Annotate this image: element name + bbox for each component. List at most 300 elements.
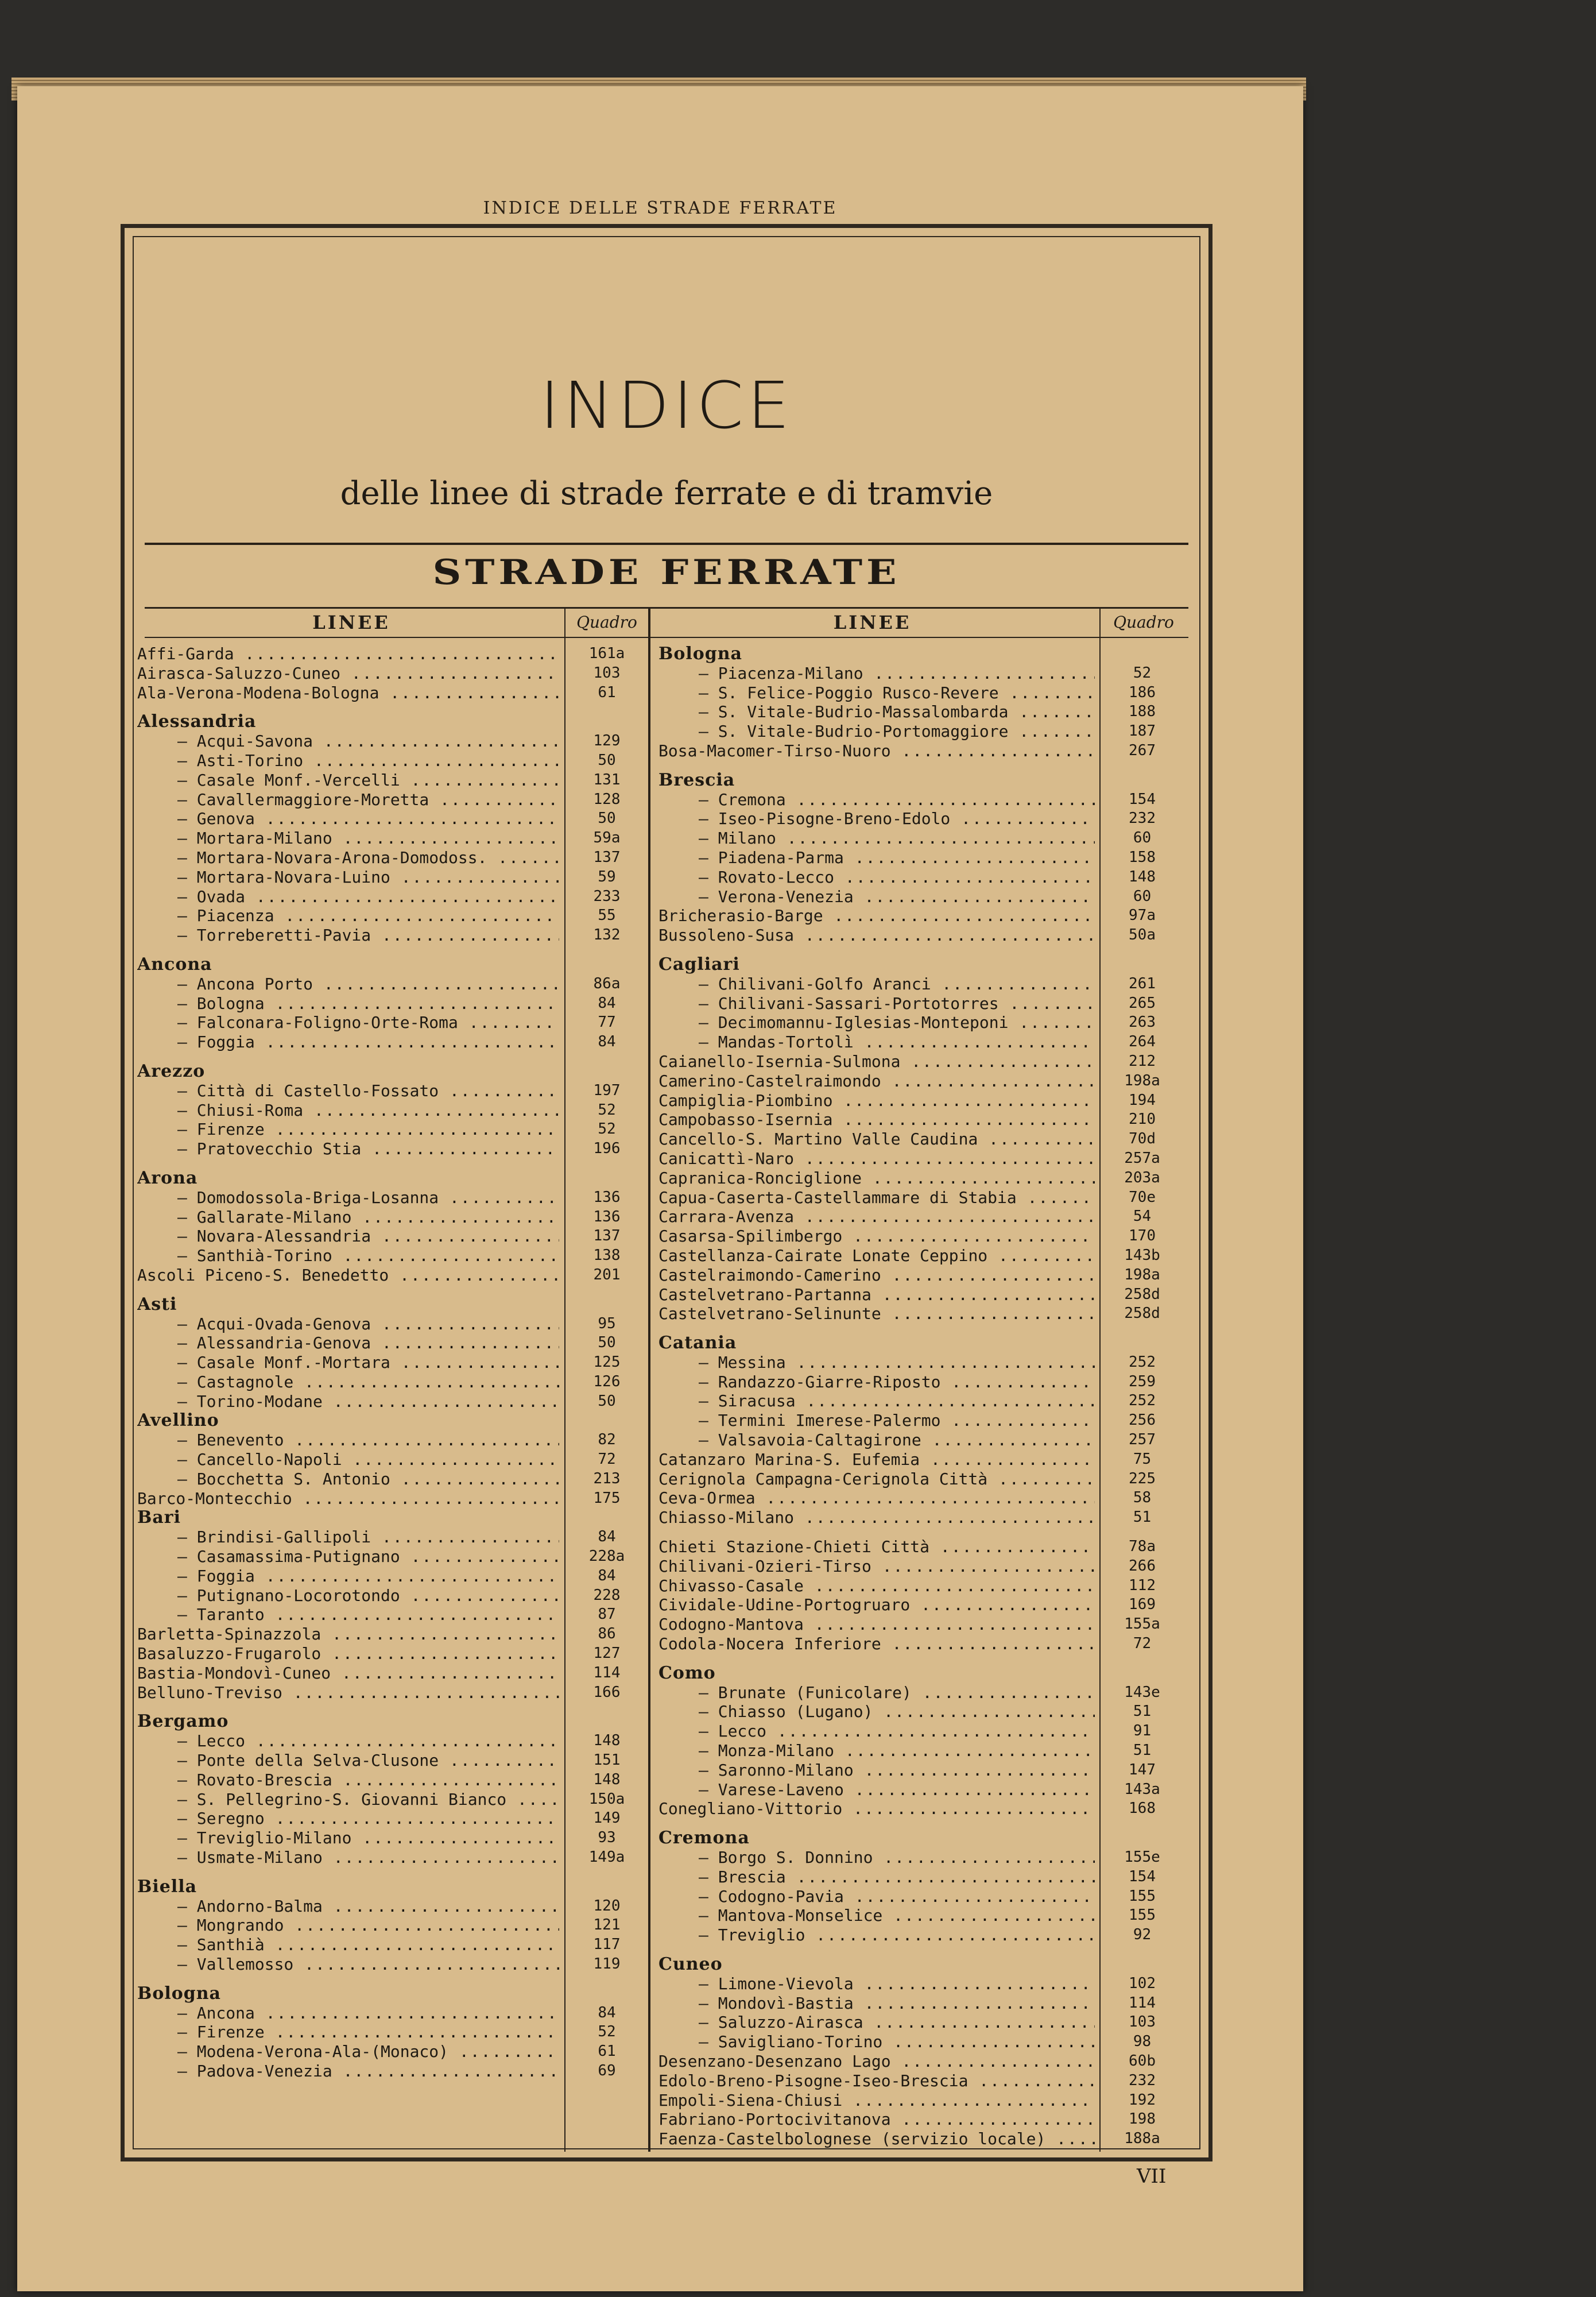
row-spacer — [658, 1945, 1187, 1955]
index-entry-quadro: 213 — [593, 1470, 621, 1487]
index-entry-line: — Bocchetta S. Antonio ..... — [177, 1470, 559, 1489]
index-entry-quadro: 84 — [598, 2004, 616, 2021]
index-group-cagliari — [658, 955, 1187, 975]
index-entry-line: Castelvetrano-Selinunte ..... — [658, 1304, 1095, 1324]
index-entry-line: — Piacenza ..... — [177, 906, 559, 926]
index-entry-ceva-ormea — [658, 1488, 1187, 1508]
index-entry-quadro: 154 — [1129, 790, 1156, 808]
index-group-bergamo — [137, 1712, 648, 1731]
index-group-heading: Alessandria — [137, 712, 257, 732]
index-entry-chieti-stazione-chieti-citta — [658, 1537, 1187, 1557]
index-entry-quadro: 54 — [1133, 1208, 1152, 1225]
index-entry-quadro: 60b — [1129, 2052, 1156, 2070]
index-entry-quadro: 232 — [1129, 2071, 1156, 2089]
index-entry-quadro: 114 — [1129, 1994, 1156, 2012]
index-entry-quadro: 50 — [598, 751, 616, 769]
row-spacer — [658, 945, 1187, 955]
index-entry-monza-milano — [658, 1741, 1187, 1761]
right-header-linee: LINEE — [833, 612, 912, 633]
index-entry-line: — Chilivani-Golfo Aranci ..... — [699, 975, 1095, 994]
index-group-cuneo — [658, 1955, 1187, 1974]
index-entry-quadro: 51 — [1133, 1742, 1152, 1760]
index-entry-putignano-locorotondo — [137, 1586, 648, 1606]
index-entry-line: — Iseo-Pisogne-Breno-Edolo ..... — [699, 809, 1095, 829]
title-rule — [145, 543, 1188, 545]
index-entry-quadro: 169 — [1129, 1596, 1156, 1614]
index-entry-quadro: 84 — [598, 1033, 616, 1051]
index-entry-line: — Genova ..... — [177, 809, 559, 829]
index-entry-line: — Limone-Vievola ..... — [699, 1974, 1095, 1994]
index-entry-quadro: 148 — [1129, 868, 1156, 885]
index-entry-quadro: 77 — [598, 1014, 616, 1031]
index-entry-quadro: 51 — [1133, 1509, 1152, 1526]
index-entry-quadro: 155 — [1129, 1907, 1156, 1924]
index-entry-quadro: 61 — [598, 683, 616, 701]
index-entry-brunate-funicolare — [658, 1683, 1187, 1703]
index-entry-line: Capranica-Ronciglione ..... — [658, 1169, 1095, 1188]
index-entry-messina — [658, 1353, 1187, 1372]
index-entry-cavallermaggiore-moretta — [137, 790, 648, 810]
index-entry-quadro: 168 — [1129, 1800, 1156, 1818]
index-entry-quadro: 59a — [593, 829, 621, 847]
index-entry-quadro: 95 — [598, 1314, 616, 1332]
index-entry-line: — Codogno-Pavia ..... — [699, 1887, 1095, 1907]
row-spacer — [137, 1052, 648, 1062]
index-entry-quadro: 51 — [1133, 1703, 1152, 1720]
index-entry-quadro: 187 — [1129, 722, 1156, 740]
index-entry-carrara-avenza — [658, 1207, 1187, 1227]
index-entry-benevento — [137, 1430, 648, 1450]
index-entry-capranica-ronciglione — [658, 1169, 1187, 1188]
index-entry-campiglia-piombino — [658, 1091, 1187, 1111]
index-entry-genova — [137, 809, 648, 829]
index-entry-line: Caianello-Isernia-Sulmona ..... — [658, 1052, 1095, 1072]
row-spacer — [137, 1159, 648, 1169]
index-entry-line: — Lecco ..... — [177, 1731, 559, 1751]
index-entry-quadro: 97a — [1129, 907, 1156, 925]
index-entry-line: Edolo-Breno-Pisogne-Iseo-Brescia ..... — [658, 2071, 1095, 2091]
index-entry-decimomannu-iglesias-monteponi — [658, 1013, 1187, 1033]
index-entry-quadro: 72 — [598, 1451, 616, 1468]
index-entry-s-vitale-budrio-portomaggiore — [658, 722, 1187, 741]
index-entry-asti-torino — [137, 751, 648, 771]
index-entry-cancello-napoli — [137, 1450, 648, 1470]
index-entry-alessandria-genova — [137, 1333, 648, 1353]
index-entry-quadro: 50 — [598, 1392, 616, 1410]
index-entry-belluno-treviso — [137, 1683, 648, 1703]
row-spacer — [137, 702, 648, 712]
index-entry-quadro: 258d — [1124, 1285, 1160, 1303]
index-entry-quadro: 155e — [1124, 1849, 1160, 1866]
index-entry-savigliano-torino — [658, 2032, 1187, 2052]
index-entry-mantova-monselice — [658, 1906, 1187, 1925]
index-entry-quadro: 86a — [593, 975, 621, 992]
index-entry-quadro: 114 — [593, 1664, 621, 1681]
index-entry-quadro: 50a — [1129, 926, 1156, 944]
index-entry-faenza-castelbolognese-servizio-locale — [658, 2129, 1187, 2149]
index-group-arona — [137, 1169, 648, 1188]
index-group-asti — [137, 1295, 648, 1314]
index-entry-line: — Novara-Alessandria ..... — [177, 1227, 559, 1246]
index-entry-line: — Asti-Torino ..... — [177, 751, 559, 771]
index-entry-quadro: 125 — [593, 1354, 621, 1371]
index-entry-line: Chiasso-Milano ..... — [658, 1508, 1095, 1528]
index-entry-castelvetrano-selinunte — [658, 1304, 1187, 1324]
index-entry-quadro: 252 — [1129, 1392, 1156, 1410]
index-entry-termini-imerese-palermo — [658, 1411, 1187, 1430]
index-entry-quadro: 198a — [1124, 1266, 1160, 1283]
index-entry-line: — Randazzo-Giarre-Riposto ..... — [699, 1372, 1095, 1392]
index-group-alessandria — [137, 712, 648, 732]
index-entry-line: Campobasso-Isernia ..... — [658, 1110, 1095, 1130]
index-group-heading: Arona — [137, 1168, 198, 1188]
index-entry-quadro: 261 — [1129, 975, 1156, 992]
index-entry-line: — S. Vitale-Budrio-Portomaggiore ..... — [699, 722, 1095, 741]
index-entry-ancona — [137, 2004, 648, 2023]
left-header-quadro: Quadro — [576, 613, 637, 632]
index-entry-line: — Santhià ..... — [177, 1935, 559, 1955]
index-entry-quadro: 78a — [1129, 1538, 1156, 1556]
index-entry-quadro: 161a — [588, 645, 625, 662]
index-entry-line: — Lecco ..... — [699, 1722, 1095, 1741]
index-group-bari — [137, 1508, 648, 1528]
index-group-biella — [137, 1877, 648, 1897]
index-entry-quadro: 120 — [593, 1897, 621, 1915]
index-entry-line: Bricherasio-Barge ..... — [658, 906, 1095, 926]
index-entry-line: — Termini Imerese-Palermo ..... — [699, 1411, 1095, 1430]
index-group-heading: Cremona — [658, 1828, 750, 1849]
index-entry-line: — Taranto ..... — [177, 1605, 559, 1625]
index-entry-line: Affi-Garda ..... — [137, 644, 559, 664]
index-entry-castelraimondo-camerino — [658, 1266, 1187, 1285]
index-entry-line: Belluno-Treviso ..... — [137, 1683, 559, 1703]
index-entry-quadro: 52 — [1133, 664, 1152, 682]
index-entry-catanzaro-marina-s-eufemia — [658, 1450, 1187, 1470]
index-entry-line: Codola-Nocera Inferiore ..... — [658, 1634, 1095, 1654]
index-entry-usmate-milano — [137, 1848, 648, 1867]
index-entry-line: — Mortara-Novara-Arona-Domodoss. ..... — [177, 848, 559, 868]
index-entry-quadro: 210 — [1129, 1111, 1156, 1128]
index-entry-quadro: 158 — [1129, 848, 1156, 866]
index-entry-saronno-milano — [658, 1761, 1187, 1780]
index-entry-quadro: 212 — [1129, 1052, 1156, 1070]
index-entry-line: — Foggia ..... — [177, 1567, 559, 1586]
index-entry-basaluzzo-frugarolo — [137, 1644, 648, 1664]
index-entry-rovato-brescia — [137, 1770, 648, 1790]
index-entry-quadro: 103 — [1129, 2013, 1156, 2031]
index-entry-quadro: 103 — [593, 664, 621, 682]
index-entry-gallarate-milano — [137, 1208, 648, 1227]
index-group-heading: Brescia — [658, 770, 735, 790]
index-entry-s-felice-poggio-rusco-revere — [658, 683, 1187, 703]
index-entry-quadro: 148 — [593, 1732, 621, 1750]
index-entry-quadro: 60 — [1133, 829, 1152, 847]
index-entry-bastia-mondovi-cuneo — [137, 1664, 648, 1683]
page-number: VII — [1137, 2165, 1167, 2188]
index-entry-line: Bosa-Macomer-Tirso-Nuoro ..... — [658, 741, 1095, 761]
index-entry-line: — Andorno-Balma ..... — [177, 1897, 559, 1916]
index-entry-castelvetrano-partanna — [658, 1285, 1187, 1305]
index-entry-s-pellegrino-s-giovanni-bianco — [137, 1790, 648, 1809]
index-entry-codola-nocera-inferiore — [658, 1634, 1187, 1654]
index-entry-quadro: 197 — [593, 1081, 621, 1099]
index-entry-firenze — [137, 1120, 648, 1139]
index-entry-quadro: 126 — [593, 1372, 621, 1390]
index-entry-bocchetta-s-antonio — [137, 1470, 648, 1489]
index-entry-chiasso-milano — [658, 1508, 1187, 1528]
index-entry-edolo-breno-pisogne-iseo-brescia — [658, 2071, 1187, 2091]
index-entry-quadro: 59 — [598, 868, 616, 885]
page-title: INDICE — [540, 368, 793, 443]
index-entry-line: — Falconara-Foligno-Orte-Roma ..... — [177, 1013, 559, 1033]
index-entry-line: — Mandas-Tortolì ..... — [699, 1033, 1095, 1052]
index-entry-line: — Brunate (Funicolare) ..... — [699, 1683, 1095, 1703]
index-entry-line: Casarsa-Spilimbergo ..... — [658, 1227, 1095, 1246]
index-group-arezzo — [137, 1062, 648, 1081]
index-group-heading: Avellino — [137, 1411, 219, 1431]
index-entry-quadro: 93 — [598, 1829, 616, 1847]
index-entry-s-vitale-budrio-massalombarda — [658, 702, 1187, 722]
index-entry-padova-venezia — [137, 2062, 648, 2081]
running-head: INDICE DELLE STRADE FERRATE — [483, 198, 838, 218]
index-entry-mortara-novara-arona-domodoss — [137, 848, 648, 868]
index-entry-line: — Alessandria-Genova ..... — [177, 1333, 559, 1353]
index-entry-santhia-torino — [137, 1246, 648, 1266]
index-entry-quadro: 136 — [593, 1208, 621, 1225]
index-entry-casale-monf-vercelli — [137, 771, 648, 790]
index-entry-line: — Milano ..... — [699, 829, 1095, 848]
index-entry-line: Chivasso-Casale ..... — [658, 1576, 1095, 1596]
index-entry-quadro: 92 — [1133, 1926, 1152, 1944]
index-entry-quadro: 166 — [593, 1683, 621, 1701]
index-entry-foggia — [137, 1567, 648, 1586]
index-entry-line: — S. Vitale-Budrio-Massalombarda ..... — [699, 702, 1095, 722]
index-entry-quadro: 136 — [593, 1188, 621, 1206]
index-entry-line: — Decimomannu-Iglesias-Monteponi ..... — [699, 1013, 1095, 1033]
index-entry-quadro: 61 — [598, 2043, 616, 2060]
index-entry-line: Ascoli Piceno-S. Benedetto ..... — [137, 1266, 559, 1285]
index-entry-line: Ala-Verona-Modena-Bologna ..... — [137, 683, 559, 703]
index-entry-quadro: 228 — [593, 1586, 621, 1604]
index-group-brescia — [658, 771, 1187, 790]
row-spacer — [658, 1654, 1187, 1664]
index-entry-acqui-savona — [137, 732, 648, 751]
index-entry-line: — Torreberetti-Pavia ..... — [177, 926, 559, 945]
index-entry-quadro: 154 — [1129, 1867, 1156, 1885]
index-entry-falconara-foligno-orte-roma — [137, 1013, 648, 1033]
index-entry-piacenza — [137, 906, 648, 926]
index-entry-line: — Benevento ..... — [177, 1430, 559, 1450]
index-entry-cividale-udine-portogruaro — [658, 1595, 1187, 1615]
index-entry-quadro: 188a — [1124, 2130, 1160, 2148]
index-entry-line: — Firenze ..... — [177, 2023, 559, 2042]
index-entry-line: — Usmate-Milano ..... — [177, 1848, 559, 1867]
index-entry-santhia — [137, 1935, 648, 1955]
index-entry-line: — Rovato-Lecco ..... — [699, 868, 1095, 887]
index-entry-quadro: 82 — [598, 1431, 616, 1449]
index-entry-treviglio-milano — [137, 1828, 648, 1848]
row-spacer — [137, 1867, 648, 1877]
right-header-quadro: Quadro — [1113, 613, 1174, 632]
index-entry-line: — Acqui-Ovada-Genova ..... — [177, 1314, 559, 1334]
index-entry-mondovi-bastia — [658, 1994, 1187, 2013]
index-entry-piadena-parma — [658, 848, 1187, 868]
index-entry-line: — Cavallermaggiore-Moretta ..... — [177, 790, 559, 810]
index-entry-ala-verona-modena-bologna — [137, 683, 648, 703]
left-header-linee: LINEE — [312, 612, 390, 633]
index-entry-seregno — [137, 1809, 648, 1828]
index-entry-quadro: 129 — [593, 732, 621, 750]
index-entry-line: Catanzaro Marina-S. Eufemia ..... — [658, 1450, 1095, 1470]
index-entry-bologna — [137, 994, 648, 1014]
index-entry-camerino-castelraimondo — [658, 1072, 1187, 1091]
index-entry-novara-alessandria — [137, 1227, 648, 1246]
index-entry-quadro: 228a — [588, 1548, 625, 1565]
index-entry-quadro: 263 — [1129, 1014, 1156, 1031]
index-entry-line: Conegliano-Vittorio ..... — [658, 1799, 1095, 1819]
index-entry-line: Barletta-Spinazzola ..... — [137, 1625, 559, 1644]
index-entry-line: Desenzano-Desenzano Lago ..... — [658, 2052, 1095, 2071]
index-entry-cancello-s-martino-valle-caudina — [658, 1130, 1187, 1149]
index-entry-foggia — [137, 1033, 648, 1052]
index-entry-line: Carrara-Avenza ..... — [658, 1207, 1095, 1227]
index-group-heading: Biella — [137, 1877, 197, 1897]
section-title: STRADE FERRATE — [432, 552, 901, 593]
index-entry-quadro: 198 — [1129, 2110, 1156, 2128]
index-entry-firenze — [137, 2023, 648, 2042]
index-entry-line: — Piadena-Parma ..... — [699, 848, 1095, 868]
index-entry-quadro: 137 — [593, 1227, 621, 1245]
index-entry-line: — Saluzzo-Airasca ..... — [699, 2013, 1095, 2032]
index-entry-torreberetti-pavia — [137, 926, 648, 945]
index-entry-domodossola-briga-losanna — [137, 1188, 648, 1208]
index-entry-line: — Mondovì-Bastia ..... — [699, 1994, 1095, 2013]
index-entry-quadro: 132 — [593, 926, 621, 944]
index-entry-line: — Foggia ..... — [177, 1033, 559, 1052]
index-entry-line: Cerignola Campagna-Cerignola Città ..... — [658, 1470, 1095, 1489]
index-entry-quadro: 233 — [593, 887, 621, 905]
index-entry-quadro: 137 — [593, 848, 621, 866]
index-entry-line: — Padova-Venezia ..... — [177, 2062, 559, 2081]
index-entry-quadro: 252 — [1129, 1353, 1156, 1371]
index-entry-saluzzo-airasca — [658, 2013, 1187, 2032]
index-entry-chiasso-lugano — [658, 1702, 1187, 1722]
index-entry-castagnole — [137, 1372, 648, 1392]
index-entry-affi-garda — [137, 644, 648, 664]
index-entry-brescia — [658, 1867, 1187, 1887]
index-entry-quadro: 188 — [1129, 703, 1156, 721]
index-entry-quadro: 84 — [598, 1567, 616, 1584]
index-entry-ovada — [137, 887, 648, 907]
index-entry-line: — Chilivani-Sassari-Portotorres ..... — [699, 994, 1095, 1014]
index-entry-fabriano-portocivitanova — [658, 2110, 1187, 2129]
row-spacer — [658, 1528, 1187, 1537]
index-entry-line: Chilivani-Ozieri-Tirso ..... — [658, 1557, 1095, 1576]
index-entry-siracusa — [658, 1391, 1187, 1411]
index-entry-lecco — [658, 1722, 1187, 1741]
index-entry-line: — Borgo S. Donnino ..... — [699, 1848, 1095, 1867]
index-group-cremona — [658, 1828, 1187, 1848]
index-entry-casale-monf-mortara — [137, 1353, 648, 1372]
index-entry-line: — Varese-Laveno ..... — [699, 1780, 1095, 1800]
index-entry-vallemosso — [137, 1955, 648, 1974]
index-entry-quadro: 147 — [1129, 1761, 1156, 1778]
index-entry-quadro: 266 — [1129, 1557, 1156, 1575]
row-spacer — [658, 1819, 1187, 1828]
index-entry-mandas-tortoli — [658, 1033, 1187, 1052]
index-entry-ascoli-piceno-s-benedetto — [137, 1266, 648, 1285]
index-entry-line: — Putignano-Locorotondo ..... — [177, 1586, 559, 1606]
index-entry-line: Capua-Caserta-Castellammare di Stabia ..... — [658, 1188, 1095, 1208]
index-entry-mortara-milano — [137, 829, 648, 848]
index-group-avellino — [137, 1411, 648, 1430]
index-entry-quadro: 265 — [1129, 994, 1156, 1012]
index-entry-line: — Messina ..... — [699, 1353, 1095, 1372]
index-entry-quadro: 50 — [598, 1334, 616, 1352]
index-entry-quadro: 201 — [593, 1266, 621, 1283]
index-entry-quadro: 259 — [1129, 1372, 1156, 1390]
index-entry-pratovecchio-stia — [137, 1139, 648, 1159]
index-entry-mongrando — [137, 1916, 648, 1935]
index-entry-quadro: 194 — [1129, 1091, 1156, 1109]
index-entry-quadro: 86 — [598, 1625, 616, 1643]
index-entry-line: Basaluzzo-Frugarolo ..... — [137, 1644, 559, 1664]
index-entry-line: — Mortara-Milano ..... — [177, 829, 559, 848]
index-entry-capua-caserta-castellammare-di-stabia — [658, 1188, 1187, 1208]
index-entry-line: Castelvetrano-Partanna ..... — [658, 1285, 1095, 1305]
index-entry-quadro: 148 — [593, 1770, 621, 1788]
index-entry-line: — Castagnole ..... — [177, 1372, 559, 1392]
index-entry-chilivani-ozieri-tirso — [658, 1557, 1187, 1576]
index-entry-quadro: 155 — [1129, 1887, 1156, 1905]
index-entry-quadro: 258d — [1124, 1305, 1160, 1322]
index-entry-quadro: 112 — [1129, 1576, 1156, 1594]
index-entry-chivasso-casale — [658, 1576, 1187, 1596]
index-entry-line: — Siracusa ..... — [699, 1391, 1095, 1411]
index-entry-line: — Brindisi-Gallipoli ..... — [177, 1528, 559, 1547]
index-entry-codogno-mantova — [658, 1615, 1187, 1634]
column-separator — [648, 607, 650, 2152]
index-entry-codogno-pavia — [658, 1887, 1187, 1907]
index-entry-chilivani-sassari-portotorres — [658, 994, 1187, 1014]
index-entry-quadro: 170 — [1129, 1227, 1156, 1245]
index-entry-quadro: 151 — [593, 1751, 621, 1769]
book-page — [17, 86, 1303, 2291]
index-entry-line: — Chiusi-Roma ..... — [177, 1101, 559, 1120]
index-entry-line: Castellanza-Cairate Lonate Ceppino ..... — [658, 1246, 1095, 1266]
index-entry-line: — Vallemosso ..... — [177, 1955, 559, 1974]
index-entry-casarsa-spilimbergo — [658, 1227, 1187, 1246]
index-entry-quadro: 257a — [1124, 1149, 1160, 1167]
index-entry-line: — Gallarate-Milano ..... — [177, 1208, 559, 1227]
index-entry-quadro: 127 — [593, 1645, 621, 1662]
index-entry-quadro: 225 — [1129, 1470, 1156, 1487]
index-group-heading: Catania — [658, 1333, 737, 1353]
index-entry-quadro: 203a — [1124, 1169, 1160, 1186]
index-entry-quadro: 58 — [1133, 1489, 1152, 1507]
index-group-bologna — [137, 1984, 648, 2004]
index-entry-cerignola-campagna-cerignola-citta — [658, 1470, 1187, 1489]
index-entry-barletta-spinazzola — [137, 1625, 648, 1644]
index-entry-quadro: 198a — [1124, 1072, 1160, 1089]
index-entry-line: — Savigliano-Torino ..... — [699, 2032, 1095, 2052]
index-entry-line: — Chiasso (Lugano) ..... — [699, 1702, 1095, 1722]
index-entry-quadro: 69 — [598, 2062, 616, 2079]
index-entry-quadro: 232 — [1129, 810, 1156, 827]
index-entry-line: — Cremona ..... — [699, 790, 1095, 810]
index-entry-castellanza-cairate-lonate-ceppino — [658, 1246, 1187, 1266]
index-entry-ponte-della-selva-clusone — [137, 1751, 648, 1770]
